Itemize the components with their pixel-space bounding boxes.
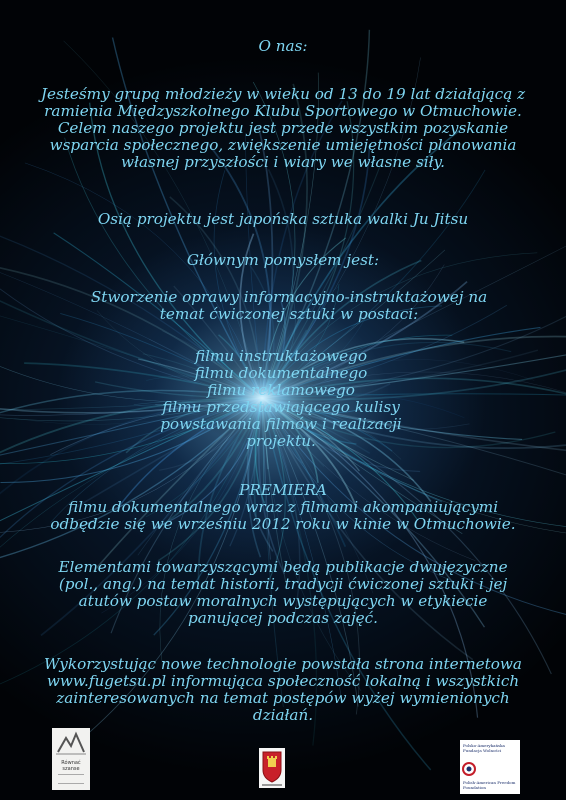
premiere-line: filmu dokumentalnego wraz z filmami akompaniującymi [67, 498, 499, 516]
rownac-szanse-text: Równać szanse [61, 760, 81, 772]
elements-line: panującej podczas zajęć. [188, 609, 378, 627]
paff-polish-text: Polsko-Amerykańska Fundacja Wolności [463, 743, 505, 753]
rownac-szanse-emblem-icon [52, 728, 90, 758]
premiere-title: PREMIERA [239, 481, 327, 499]
intro-line: Jesteśmy grupą młodzieży w wieku od 13 do 19 lat działającą z [40, 85, 526, 103]
website-line: www.fugetsu.pl informująca społeczność lokalną i wszystkich [46, 672, 520, 690]
rownac-szanse-logo [52, 728, 90, 790]
axis-paragraph [0, 211, 566, 228]
coat-of-arms-logo [259, 748, 285, 788]
films-item: filmu reklamowego [207, 381, 355, 399]
website-line: działań. [252, 706, 314, 724]
main-idea-text: Głównym pomysłem jest: [186, 251, 380, 269]
paff-english-text: Polish-American Freedom Foundation [463, 780, 516, 790]
intro-line: wsparcia społecznego, zwiększenie umiejętności planowania [49, 136, 517, 154]
films-item: filmu instruktażowego [195, 347, 367, 365]
logo-fine-print [58, 774, 84, 784]
films-item: powstawania filmów i realizacji [160, 415, 402, 433]
intro-line: ramienia Międzyszkolnego Klubu Sportowego w Otmuchowie. [44, 102, 522, 120]
creation-line: temat ćwiczonej sztuki w postaci: [159, 305, 419, 323]
films-list [0, 348, 564, 450]
films-item: projektu. [246, 432, 316, 450]
films-item: filmu przedstawiającego kulisy [162, 398, 400, 416]
paff-emblem-icon [460, 758, 520, 780]
heading-text: O nas: [258, 37, 308, 55]
intro-line: Celem naszego projektu jest przede wszystkim pozyskanie [57, 119, 509, 137]
main-idea-paragraph [0, 252, 566, 269]
intro-line: własnej przyszłości i wiary we własne siły. [121, 153, 445, 171]
creation-line: Stworzenie oprawy informacyjno-instruktażowej na [90, 288, 488, 306]
website-paragraph [0, 656, 566, 724]
elements-line: atutów postaw moralnych występujących w etykiecie [78, 592, 488, 610]
axis-text: Osią projektu jest japońska sztuka walki Ju Jitsu [97, 210, 469, 228]
website-line: zainteresowanych na temat postępów wyżej wymienionych [56, 689, 510, 707]
heading [0, 38, 566, 55]
intro-paragraph [0, 86, 566, 171]
paff-logo [460, 740, 520, 794]
elements-line: Elementami towarzyszącymi będą publikacje dwujęzyczne [58, 558, 508, 576]
premiere-line: odbędzie się we wrześniu 2012 roku w kinie w Otmuchowie. [50, 515, 516, 533]
films-item: filmu dokumentalnego [194, 364, 368, 382]
coat-of-arms-icon [259, 748, 285, 788]
elements-paragraph [0, 559, 566, 627]
website-line: Wykorzystując nowe technologie powstała strona internetowa [44, 655, 522, 673]
premiere-paragraph [0, 482, 566, 533]
creation-paragraph [6, 289, 566, 323]
elements-line: (pol., ang.) na temat historii, tradycji ćwiczonej sztuki i jej [58, 575, 508, 593]
